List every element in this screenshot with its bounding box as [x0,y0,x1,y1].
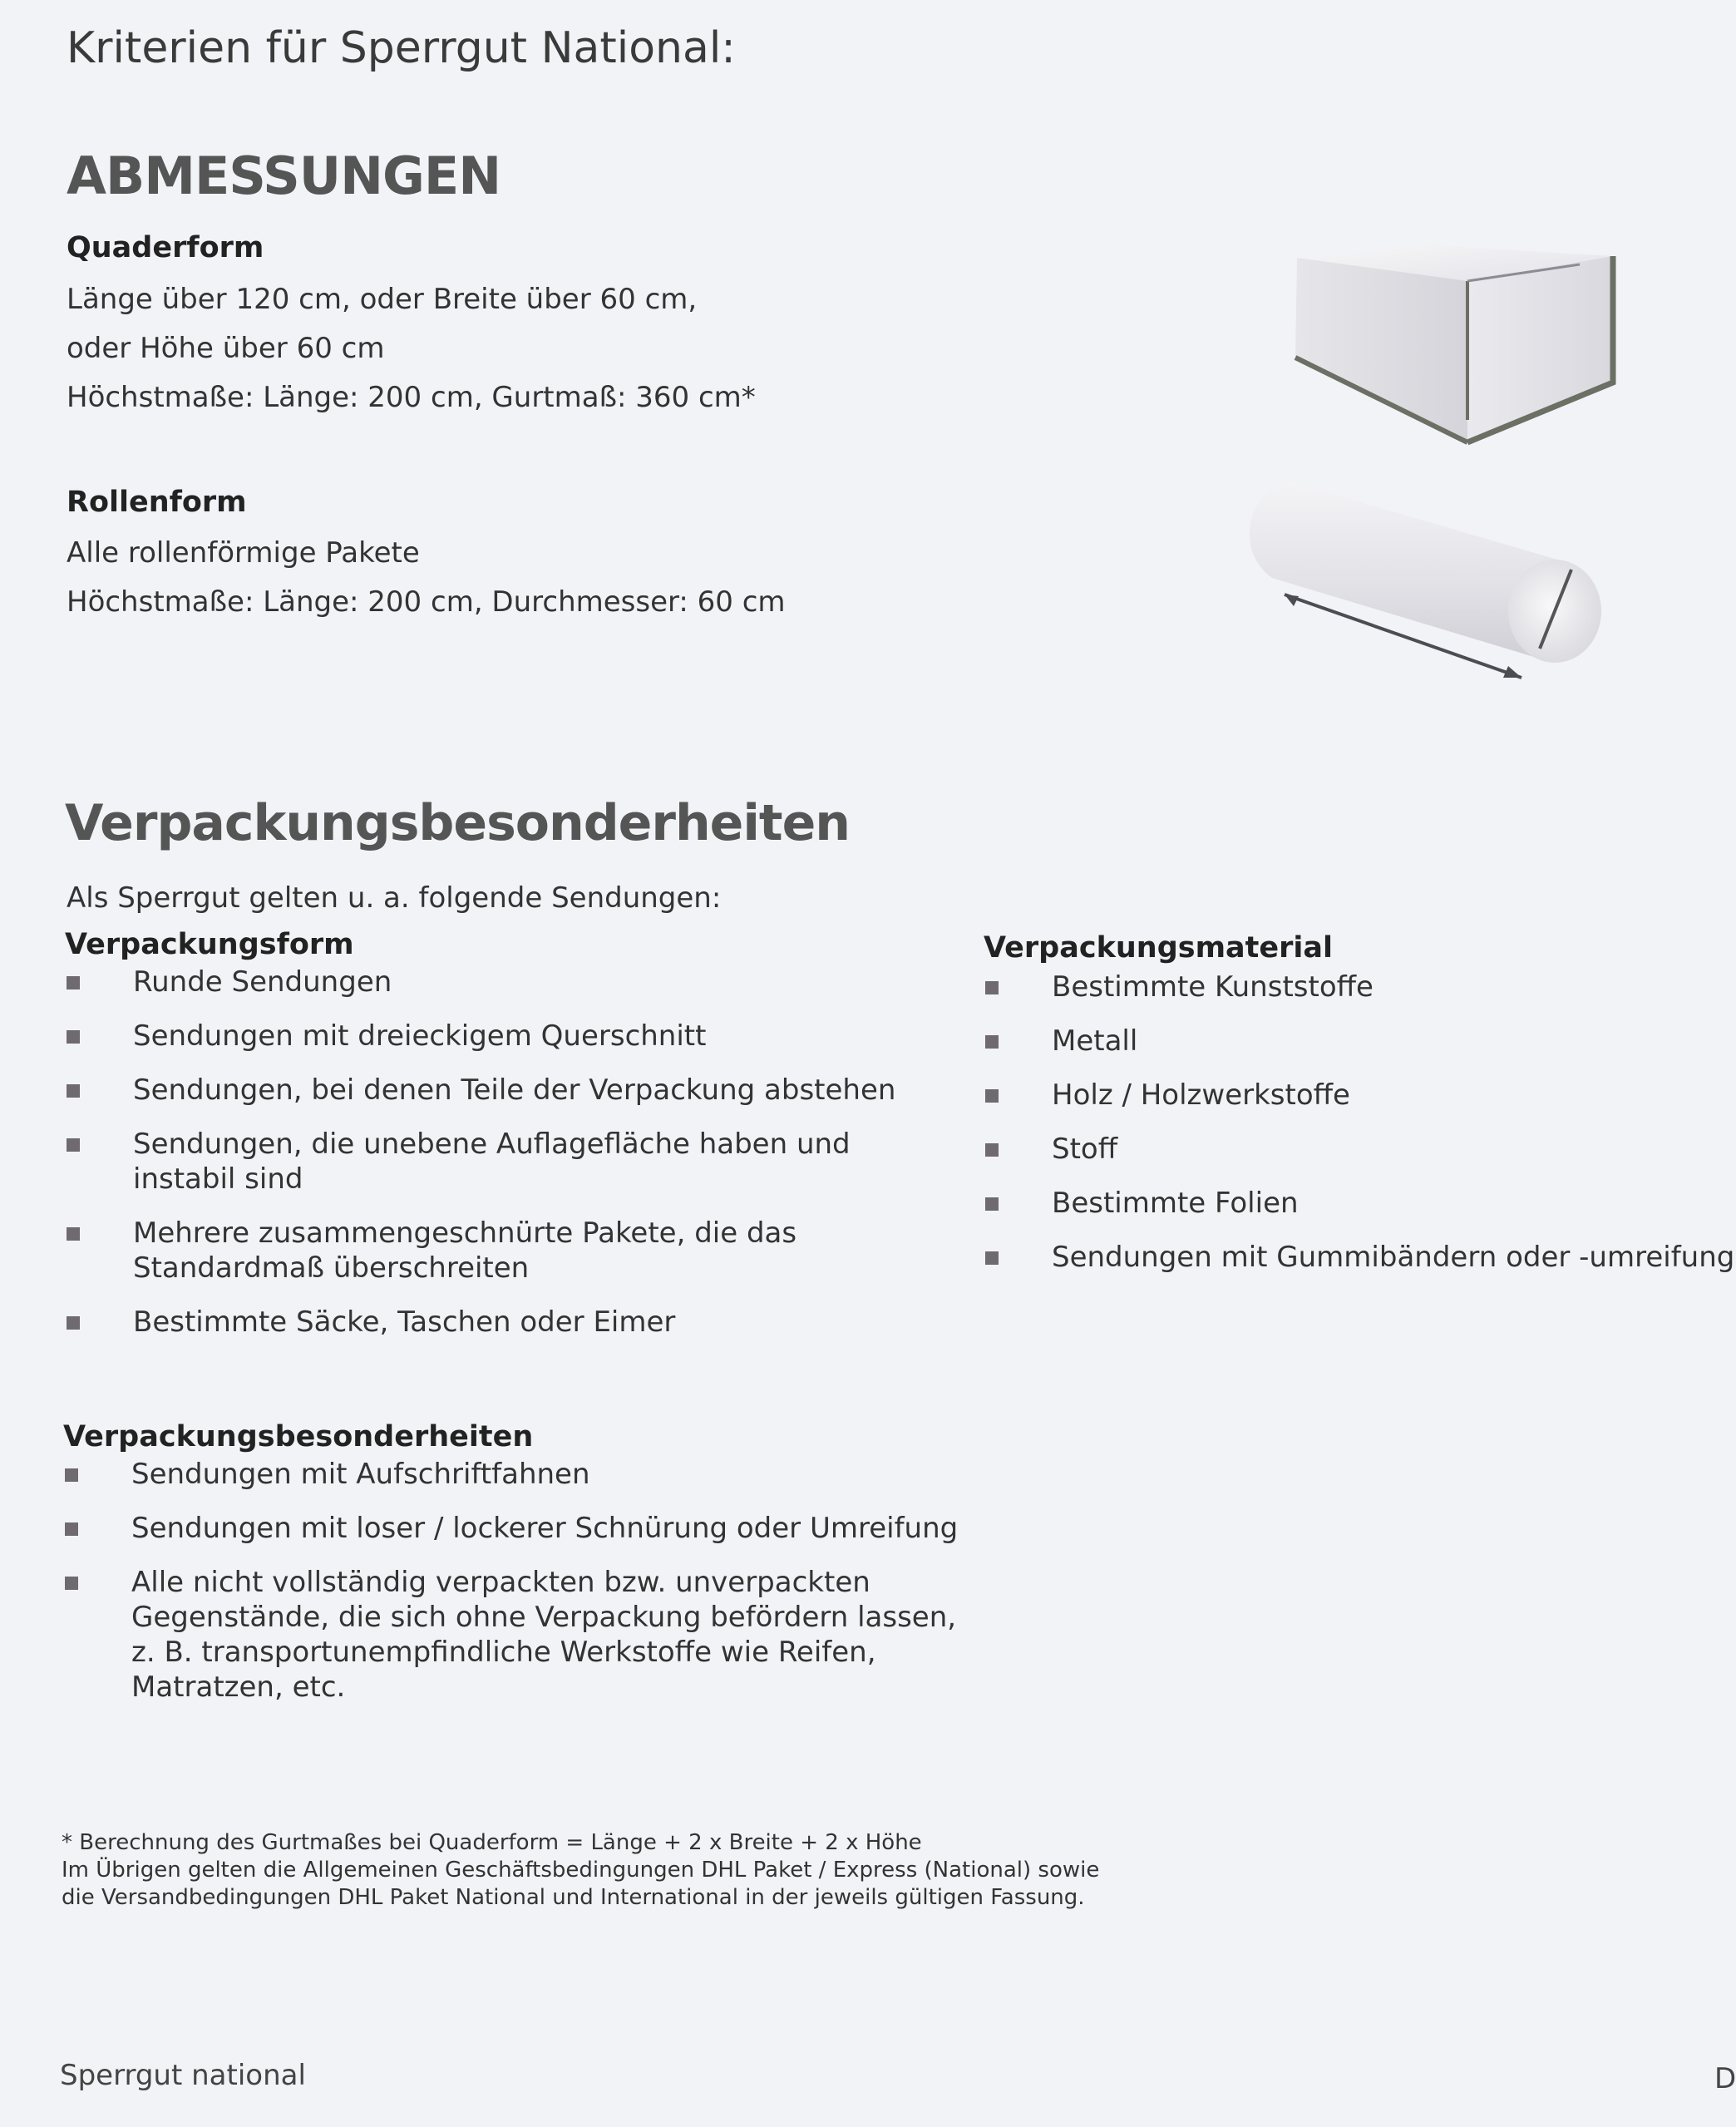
square-bullet-icon [65,1577,78,1590]
square-bullet-icon [67,1084,80,1098]
besonderheiten-heading: Verpackungsbesonderheiten [63,1420,534,1453]
square-bullet-icon [67,1227,80,1241]
quaderform-line: Höchstmaße: Länge: 200 cm, Gurtmaß: 360 cm* [67,381,756,414]
rollenform-heading: Rollenform [67,486,247,519]
besonderheiten-list [65,1457,963,1705]
square-bullet-icon [67,1030,80,1044]
square-bullet-icon [67,1316,80,1330]
square-bullet-icon [985,1143,999,1157]
list-item: Sendungen mit Aufschriftfahnen [65,1457,963,1492]
list-item: Sendungen, die unebene Auflagefläche haben und instabil sind [67,1127,881,1197]
square-bullet-icon [985,1197,999,1211]
footnote [62,1829,1226,1912]
quaderform-line: Länge über 120 cm, oder Breite über 60 cm, [67,283,698,316]
list-item: Sendungen, bei denen Teile der Verpackung abstehen [67,1073,898,1108]
page-marker: D [1714,2062,1736,2095]
verpackung-intro: Als Sperrgut gelten u. a. folgende Sendungen: [67,881,722,915]
list-item: Stoff [985,1132,1717,1167]
footnote-line: Im Übrigen gelten die Allgemeinen Geschäftsbedingungen DHL Paket / Express (National) sowie [62,1858,1100,1883]
list-item: Sendungen mit dreieckigem Querschnitt [67,1019,898,1054]
section-title-verpackung: Verpackungsbesonderheiten [65,794,851,852]
page-heading: Kriterien für Sperrgut National: [67,23,736,73]
list-item: Alle nicht vollständig verpackten bzw. unverpackten Gegenstände, die sich ohne Verpackung befördern lassen, z. B. transportunempfindliche Werkstoffe wie Reifen, Matratzen, etc. [65,1565,963,1705]
list-item: Bestimmte Säcke, Taschen oder Eimer [67,1305,898,1340]
list-item: Runde Sendungen [67,965,898,999]
footnote-line: * Berechnung des Gurtmaßes bei Quaderform = Länge + 2 x Breite + 2 x Höhe [62,1830,922,1855]
verpackungsform-heading: Verpackungsform [65,928,354,961]
list-item: Bestimmte Folien [985,1186,1717,1221]
verpackungsmaterial-heading: Verpackungsmaterial [984,931,1334,965]
square-bullet-icon [65,1468,78,1482]
rollenform-line: Alle rollenförmige Pakete [67,536,420,570]
quaderform-line: oder Höhe über 60 cm [67,332,385,365]
footer-label: Sperrgut national [60,2059,306,2092]
list-item: Metall [985,1024,1717,1059]
list-item: Mehrere zusammengeschnürte Pakete, die das Standardmaß überschreiten [67,1216,848,1286]
verpackungsmaterial-list [985,970,1735,1275]
list-item: Holz / Holzwerkstoffe [985,1078,1717,1113]
verpackungsform-list [67,965,898,1340]
list-item: Sendungen mit Gummibändern oder -umreifung [985,1240,1717,1275]
roll-illustration [1247,470,1621,686]
list-item: Bestimmte Kunststoffe [985,970,1717,1004]
square-bullet-icon [985,1035,999,1049]
square-bullet-icon [67,976,80,989]
rollenform-line: Höchstmaße: Länge: 200 cm, Durchmesser: 60 cm [67,585,786,619]
square-bullet-icon [985,1251,999,1265]
square-bullet-icon [67,1138,80,1152]
box-illustration [1280,241,1621,457]
square-bullet-icon [985,981,999,994]
list-item: Sendungen mit loser / lockerer Schnürung oder Umreifung [65,1511,963,1546]
quaderform-heading: Quaderform [67,231,264,264]
section-title-abmessungen: ABMESSUNGEN [67,146,501,206]
footnote-line: die Versandbedingungen DHL Paket National und International in der jeweils gültigen Fassung. [62,1885,1085,1910]
square-bullet-icon [65,1522,78,1536]
square-bullet-icon [985,1089,999,1103]
